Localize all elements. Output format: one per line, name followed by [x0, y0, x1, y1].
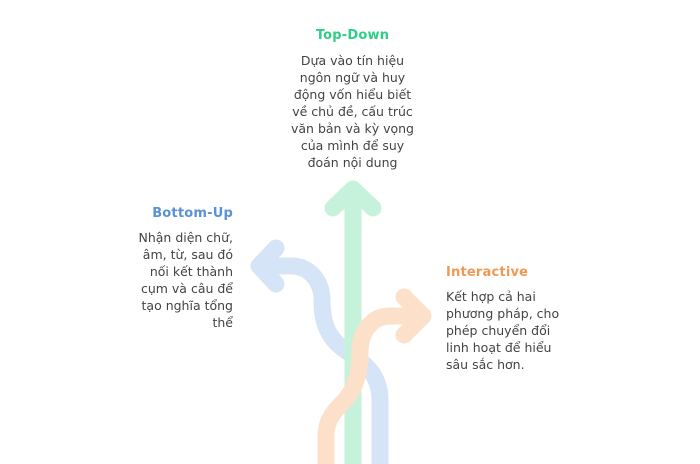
- top-down-block: [250, 28, 455, 171]
- interactive-description: Kết hợp cả hai phương pháp, cho phép chuyển đổi linh hoạt để hiểu sâu sắc hơn.: [446, 289, 560, 372]
- top-down-description: Dựa vào tín hiệu ngôn ngữ và huy động vốn hiểu biết về chủ đề, cấu trúc văn bản và kỳ vọng của mình để suy đoán nội dung: [291, 53, 414, 170]
- bottom-up-description: Nhận diện chữ, âm, từ, sau đó nối kết thành cụm và câu để tạo nghĩa tổng thể: [138, 230, 233, 330]
- interactive-block: [446, 265, 596, 373]
- interactive-title: Interactive: [446, 265, 529, 280]
- bottom-up-block: [93, 206, 233, 331]
- bottom-up-title: Bottom-Up: [152, 206, 233, 221]
- top-down-title: Top-Down: [315, 28, 390, 43]
